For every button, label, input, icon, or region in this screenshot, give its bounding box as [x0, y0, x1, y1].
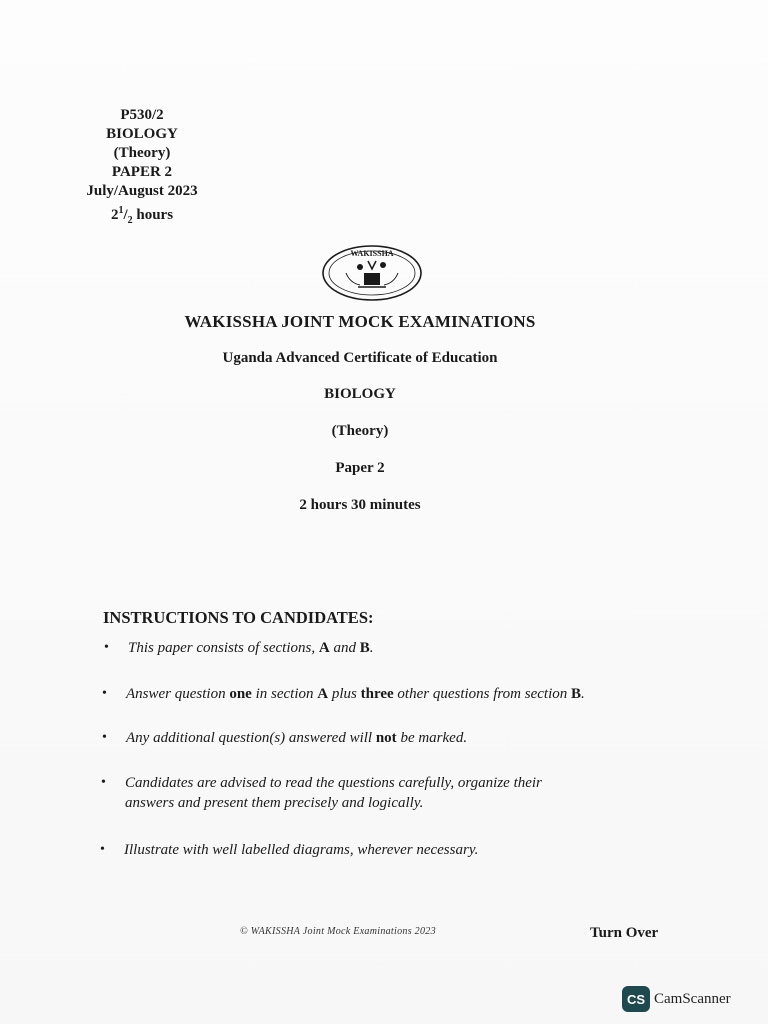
instruction-bold: not [375, 730, 397, 746]
subject-line: BIOLOGY [324, 386, 396, 402]
camscanner-name: CamScanner [654, 990, 731, 1007]
bullet-icon: • [102, 686, 107, 701]
paper-date: July/August 2023 [86, 183, 198, 199]
logo-text: WAKISSHA [350, 249, 394, 258]
paper-line: Paper 2 [335, 460, 385, 476]
duration-whole: 2 [110, 207, 119, 223]
instruction-bold: B [359, 640, 370, 656]
instruction-bold: A [318, 640, 330, 656]
instruction-bold: A [317, 686, 329, 702]
instruction-text: plus [328, 686, 361, 702]
paper-type: (Theory) [113, 145, 171, 161]
instruction-text: Any additional question(s) answered will [126, 730, 376, 746]
duration-unit: hours [136, 207, 174, 223]
camscanner-watermark [622, 986, 731, 1012]
bullet-icon: • [101, 775, 106, 790]
instruction-text: be marked. [396, 730, 468, 746]
instruction-text: in section [251, 686, 318, 702]
certificate-line: Uganda Advanced Certificate of Education [222, 350, 498, 366]
instruction-line-1: Candidates are advised to read the questions carefully, organize their [125, 775, 542, 791]
paper-number: PAPER 2 [111, 164, 173, 180]
bullet-icon: • [102, 730, 107, 745]
footer-copyright: © WAKISSHA Joint Mock Examinations 2023 [240, 926, 436, 937]
turn-over-label: Turn Over [590, 925, 659, 941]
instruction-diagrams [100, 840, 479, 860]
bullet-icon: • [104, 640, 109, 655]
instruction-answer-questions [102, 684, 585, 704]
paper-subject: BIOLOGY [106, 126, 178, 142]
paper-header-block [72, 106, 212, 230]
duration-numerator: 1 [118, 205, 124, 216]
wakissha-logo [320, 243, 424, 303]
instruction-bold: B [571, 686, 582, 702]
duration-denominator: 2 [127, 215, 133, 226]
camscanner-logo-icon: CS [622, 986, 650, 1012]
instruction-text: Illustrate with well labelled diagrams, wherever necessary. [124, 842, 479, 858]
instruction-text: other questions from section [393, 686, 572, 702]
exam-title: WAKISSHA JOINT MOCK EXAMINATIONS [184, 312, 536, 331]
instruction-bold: one [229, 686, 252, 702]
instruction-read-carefully [101, 773, 542, 813]
duration-line: 2 hours 30 minutes [299, 497, 421, 513]
bullet-icon: • [100, 842, 105, 857]
instructions-heading: INSTRUCTIONS TO CANDIDATES: [103, 608, 374, 627]
paper-duration: $2^1/_2$ hours [110, 205, 174, 226]
theory-line: (Theory) [331, 423, 389, 439]
instruction-text: Answer question [126, 686, 230, 702]
instruction-text: . [581, 686, 585, 702]
instruction-additional [102, 728, 468, 748]
instruction-text: . [369, 640, 374, 656]
paper-code: P530/2 [120, 107, 164, 123]
instruction-text: and [329, 640, 360, 656]
instruction-bold: three [360, 686, 394, 702]
instruction-line-2: answers and present them precisely and logically. [125, 795, 424, 811]
instruction-sections [104, 638, 374, 658]
instruction-text: This paper consists of sections, [128, 640, 319, 656]
